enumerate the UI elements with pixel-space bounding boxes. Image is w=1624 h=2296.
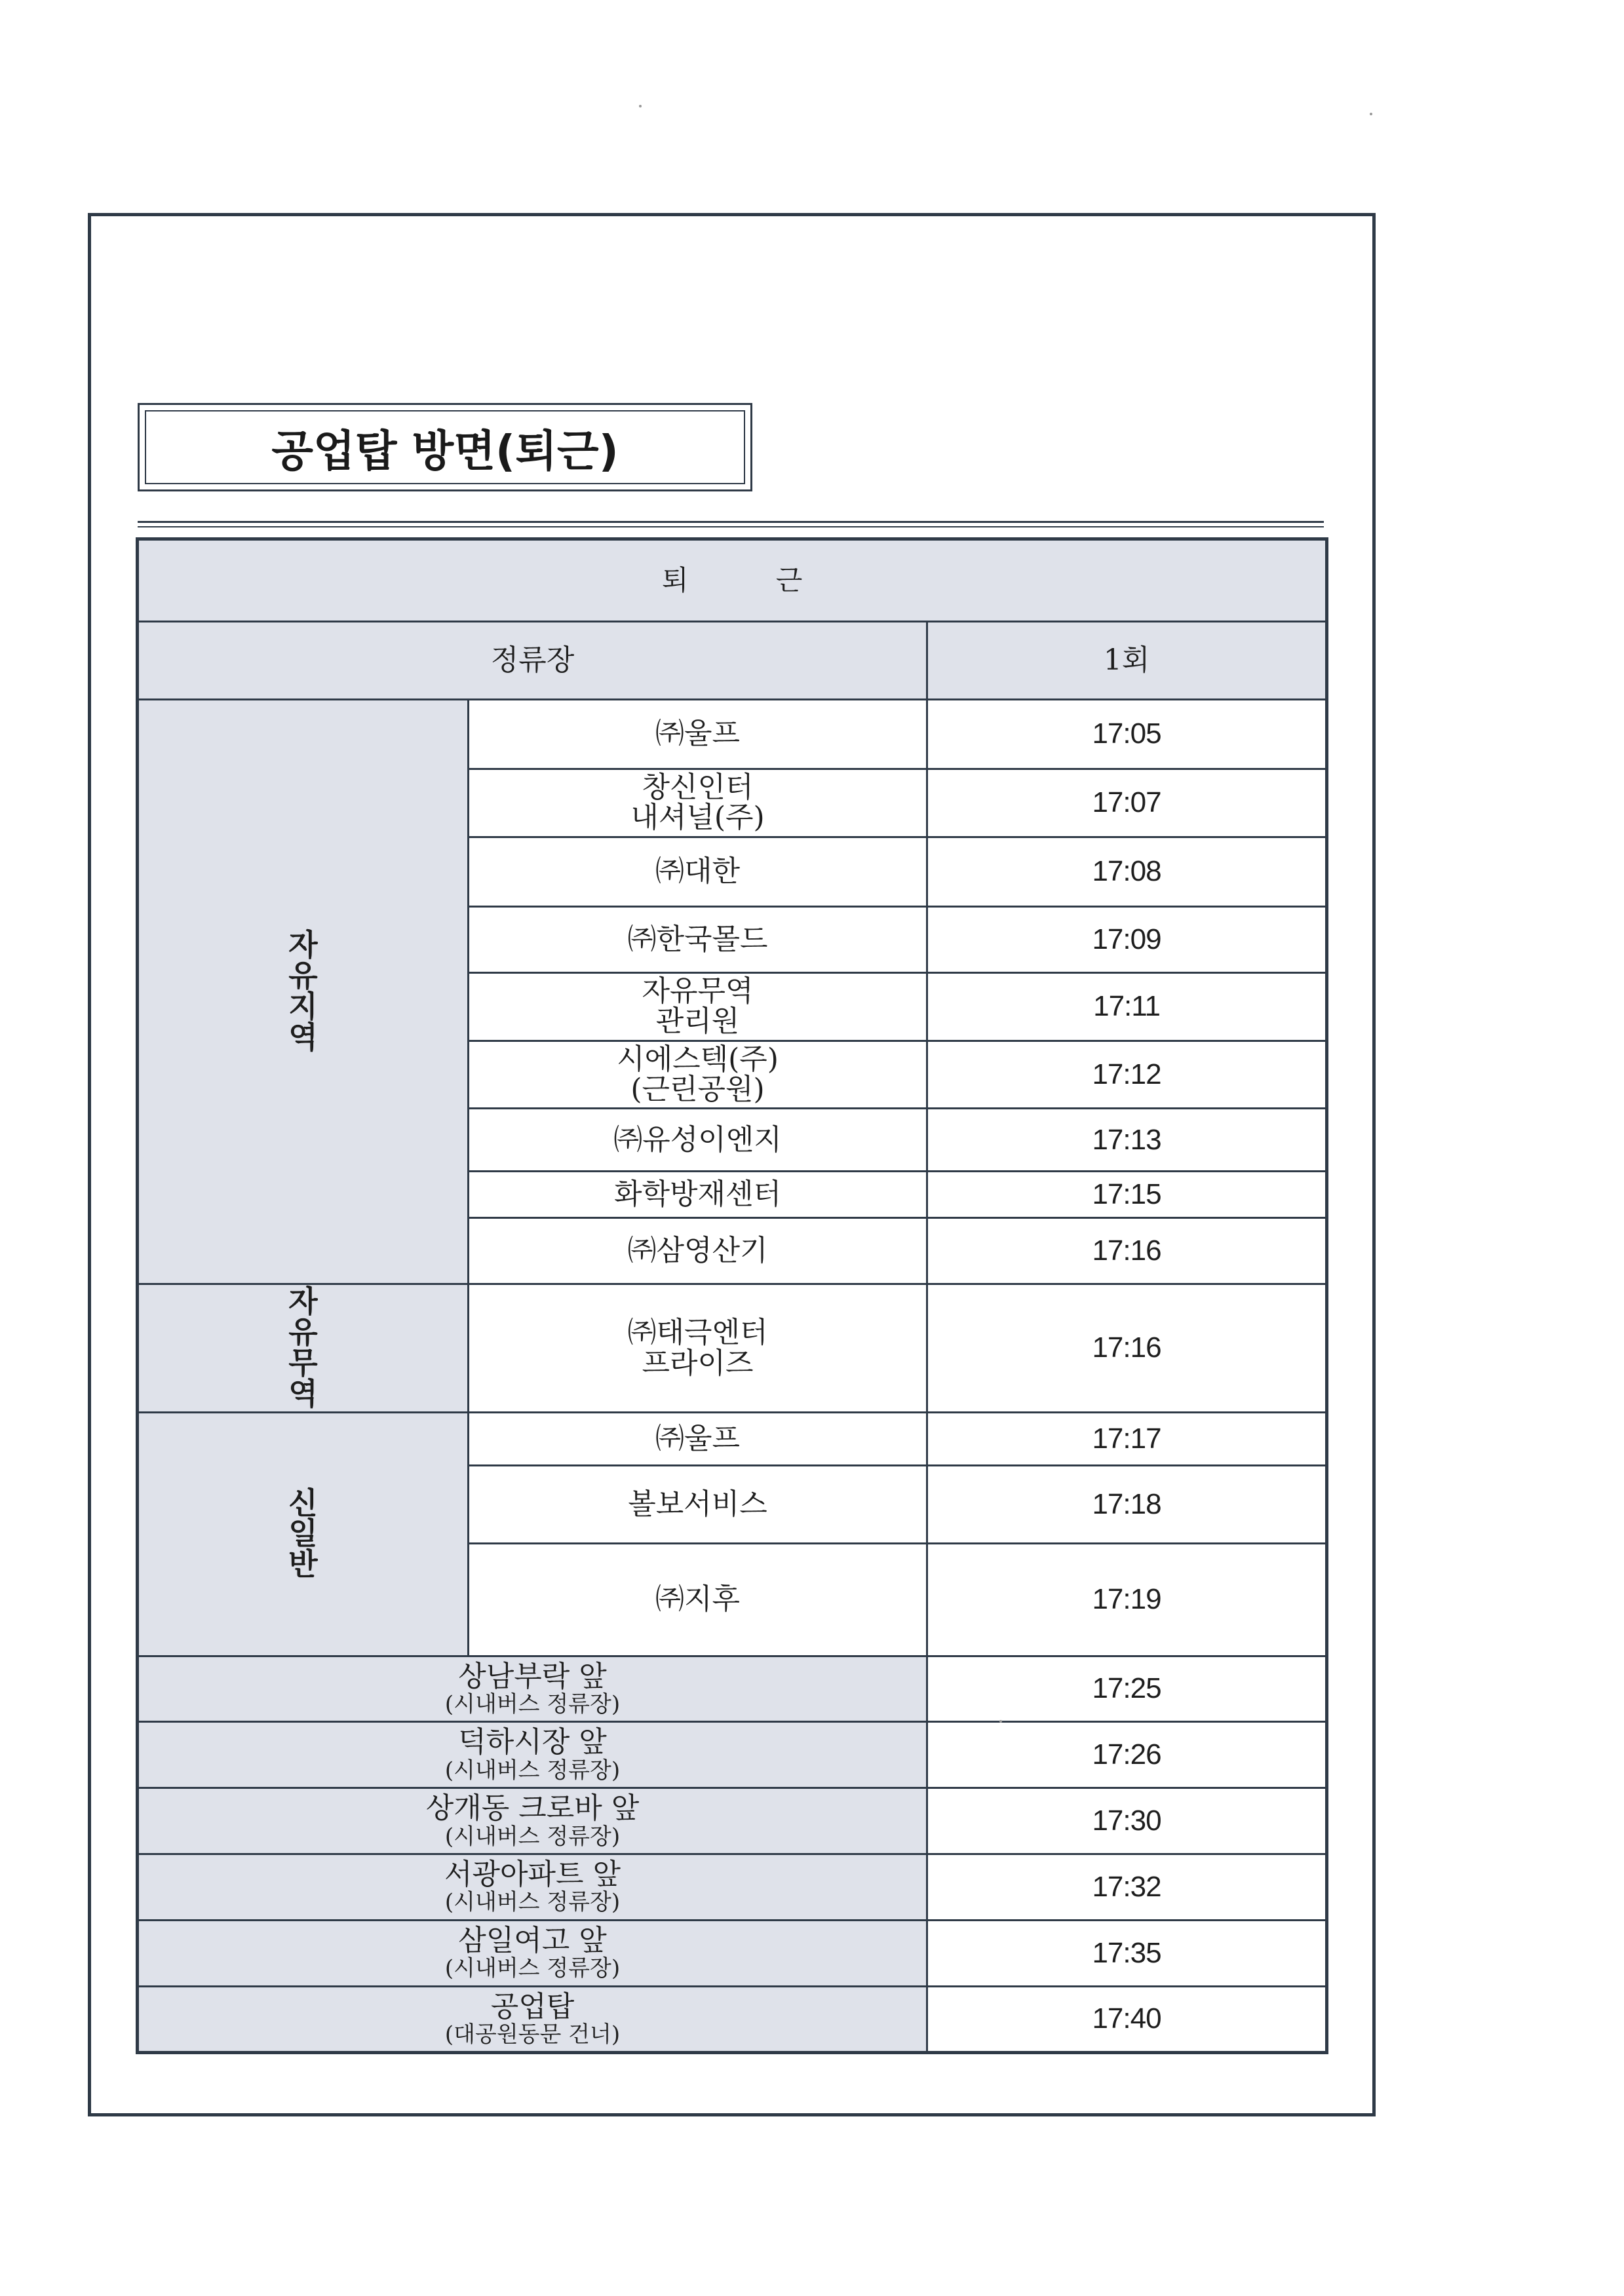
stop-name: ㈜유성이엔지 [469, 1109, 927, 1172]
stop-name: ㈜한국몰드 [469, 906, 927, 972]
page-title: 공업탑 방면(퇴근) [145, 410, 745, 484]
zone-label-cell [138, 700, 469, 1284]
stop-name: 자유무역 관리원 [469, 972, 927, 1041]
zone-label-cell [138, 1413, 469, 1656]
city-stop-name: 공업탑 [490, 1989, 575, 2023]
table-row [138, 1284, 1327, 1413]
city-stop-name: 상남부락 앞 [458, 1659, 607, 1693]
city-stop-note: (시내버스 정류장) [444, 1691, 621, 1717]
city-stop-note: (시내버스 정류장) [444, 1823, 621, 1850]
city-stop-cell [138, 1921, 927, 1987]
column-header-run: 1회 [927, 622, 1327, 700]
city-stop-note: (대공원동문 건너) [444, 2021, 621, 2048]
table-row [138, 1788, 1327, 1854]
stop-time: 17:05 [927, 700, 1327, 769]
city-stop-note: (시내버스 정류장) [444, 1889, 621, 1916]
zone-label: 자유지역 [288, 927, 318, 1055]
city-stop-cell [138, 1722, 927, 1788]
stop-time: 17:35 [927, 1921, 1327, 1987]
section-header: 퇴 근 [138, 539, 1327, 622]
stop-name: ㈜태극엔터 프라이즈 [469, 1284, 927, 1413]
stop-time: 17:26 [927, 1722, 1327, 1788]
table-row [138, 1986, 1327, 2052]
stop-name: 시에스텍(주) (근린공원) [469, 1041, 927, 1109]
schedule-table [136, 537, 1328, 2054]
zone-label: 자유무역 [288, 1284, 318, 1411]
stop-time: 17:32 [927, 1854, 1327, 1921]
stop-name: 볼보서비스 [469, 1466, 927, 1544]
stop-name: ㈜울프 [469, 700, 927, 769]
section-header-row [138, 539, 1327, 622]
city-stop-name: 덕하시장 앞 [458, 1725, 607, 1759]
scan-speck [639, 105, 642, 107]
stop-name: 창신인터 내셔널(주) [469, 769, 927, 837]
stop-name: ㈜지후 [469, 1544, 927, 1656]
table-row [138, 1413, 1327, 1466]
stop-time: 17:13 [927, 1109, 1327, 1172]
scan-speck [1370, 113, 1372, 115]
city-stop-note: (시내버스 정류장) [444, 1955, 621, 1982]
city-stop-cell [138, 1788, 927, 1854]
stop-time: 17:15 [927, 1172, 1327, 1218]
double-rule [138, 521, 1324, 527]
stop-time: 17:08 [927, 837, 1327, 906]
stop-time: 17:18 [927, 1466, 1327, 1544]
column-header-stop: 정류장 [138, 622, 927, 700]
stop-time: 17:40 [927, 1986, 1327, 2052]
city-stop-cell [138, 1656, 927, 1722]
scan-speck [999, 1720, 1002, 1723]
column-header-row [138, 622, 1327, 700]
city-stop-cell [138, 1854, 927, 1921]
table-row [138, 1854, 1327, 1921]
stop-time: 17:12 [927, 1041, 1327, 1109]
table-row [138, 700, 1327, 769]
stop-time: 17:17 [927, 1413, 1327, 1466]
stop-time: 17:16 [927, 1217, 1327, 1284]
city-stop-note: (시내버스 정류장) [444, 1757, 621, 1784]
stop-name: ㈜울프 [469, 1413, 927, 1466]
city-stop-name: 삼일여고 앞 [458, 1924, 607, 1958]
stop-time: 17:25 [927, 1656, 1327, 1722]
stop-name: ㈜삼영산기 [469, 1217, 927, 1284]
table-row [138, 1656, 1327, 1722]
stop-time: 17:16 [927, 1284, 1327, 1413]
city-stop-cell [138, 1986, 927, 2052]
table-row [138, 1722, 1327, 1788]
stop-name: 화학방재센터 [469, 1172, 927, 1218]
city-stop-name: 서광아파트 앞 [444, 1858, 621, 1892]
zone-label-cell [138, 1284, 469, 1413]
stop-time: 17:11 [927, 972, 1327, 1041]
zone-label: 신일반 [288, 1485, 318, 1582]
stop-time: 17:07 [927, 769, 1327, 837]
stop-time: 17:30 [927, 1788, 1327, 1854]
table-row [138, 1921, 1327, 1987]
stop-time: 17:19 [927, 1544, 1327, 1656]
stop-time: 17:09 [927, 906, 1327, 972]
city-stop-name: 상개동 크로바 앞 [425, 1791, 640, 1826]
title-box [138, 403, 752, 491]
stop-name: ㈜대한 [469, 837, 927, 906]
